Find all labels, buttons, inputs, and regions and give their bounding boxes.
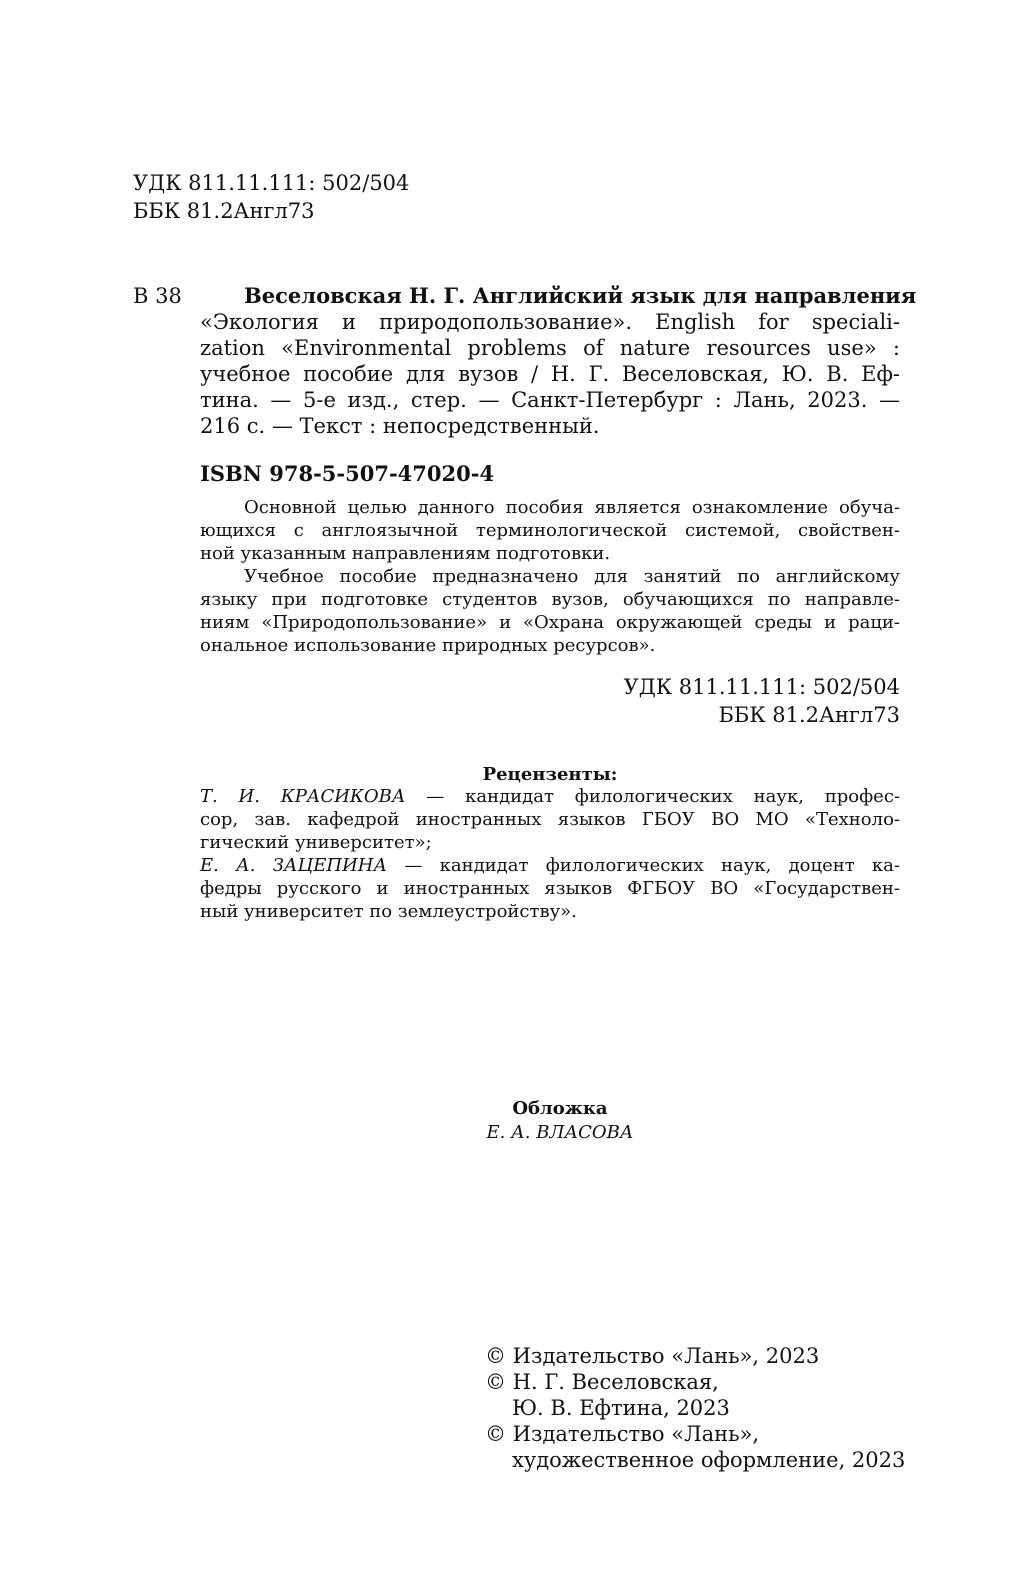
cover-name	[360, 1121, 760, 1144]
reviewer-2-desc: — кандидат филологических наук, доцент ка-	[387, 855, 900, 876]
isbn	[200, 461, 494, 487]
annotation-line-6: ниям «Природопользование» и «Охрана окружающей среды и раци-	[200, 612, 900, 633]
copyright-line-3: Ю. В. Ефтина, 2023	[512, 1396, 730, 1420]
bottom-codes	[500, 674, 900, 728]
top-bbk: ББК 81.2Англ73	[133, 199, 315, 223]
reviewer-1-line-2: сор, зав. кафедрой иностранных языков ГБОУ ВО МО «Техноло-	[200, 809, 900, 830]
catalog-line-6: 216 с. — Текст : непосредственный.	[200, 414, 600, 438]
top-udk: УДК 811.11.111: 502/504	[133, 171, 410, 195]
copyright-line-5: художественное оформление, 2023	[512, 1448, 906, 1472]
reviewer-2-line-1	[200, 854, 900, 877]
bottom-udk: УДК 811.11.111: 502/504	[623, 675, 900, 699]
reviewers-heading	[200, 763, 900, 786]
reviewer-1-line-3: гический университет»;	[200, 832, 432, 853]
catalog-line-5: тина. — 5-е изд., стер. — Санкт-Петербург : Лань, 2023. —	[200, 388, 900, 412]
copyright-line-4: © Издательство «Лань»,	[485, 1422, 760, 1446]
reviewer-1-line-1	[200, 785, 900, 808]
annotation	[200, 496, 900, 657]
cover-credit	[360, 1097, 760, 1144]
reviewer-1-desc: — кандидат филологических наук, профес-	[405, 786, 900, 807]
catalog-line-1: Веселовская Н. Г. Английский язык для направления	[244, 283, 917, 308]
annotation-line-3: ной указанным направлениям подготовки.	[200, 543, 611, 564]
isbn-text: ISBN 978-5-507-47020-4	[200, 461, 495, 486]
copyright-line-1: © Издательство «Лань», 2023	[485, 1344, 820, 1368]
catalog-line-2: «Экология и природопользование». English for speciali-	[200, 310, 900, 334]
bottom-bbk: ББК 81.2Англ73	[718, 703, 900, 727]
annotation-line-4: Учебное пособие предназначено для занятий по английскому	[244, 566, 900, 587]
annotation-line-7: ональное использование природных ресурсов».	[200, 635, 656, 656]
annotation-line-5: языку при подготовке студентов вузов, обучающихся по направле-	[200, 589, 900, 610]
annotation-line-2: ющихся с англоязычной терминологической системой, свойствен-	[200, 520, 900, 541]
annotation-line-1: Основной целью данного пособия является ознакомление обуча-	[244, 497, 900, 518]
cover-name-text: Е. А. ВЛАСОВА	[486, 1122, 634, 1143]
reviewer-2-line-3: ный университет по землеустройству».	[200, 901, 577, 922]
reviewer-2-name: Е. А. ЗАЦЕПИНА	[200, 855, 388, 876]
copyright-line-2: © Н. Г. Веселовская,	[485, 1370, 719, 1394]
catalog-line	[200, 283, 917, 309]
author-mark: В 38	[133, 284, 182, 308]
cover-heading	[360, 1097, 760, 1120]
copyright-block	[485, 1343, 905, 1473]
reviewers-heading-text: Рецензенты:	[482, 764, 618, 785]
catalog-entry	[200, 283, 917, 439]
reviewer-1-name: Т. И. КРАСИКОВА	[200, 786, 406, 807]
reviewer-2-line-2: федры русского и иностранных языков ФГБОУ ВО «Государствен-	[200, 878, 900, 899]
cover-heading-text: Обложка	[512, 1098, 608, 1119]
reviewers-list	[200, 785, 900, 923]
catalog-line-4: учебное пособие для вузов / Н. Г. Веселовская, Ю. В. Еф-	[200, 362, 900, 386]
catalog-line-3: zation «Environmental problems of nature resources use» :	[200, 336, 900, 360]
